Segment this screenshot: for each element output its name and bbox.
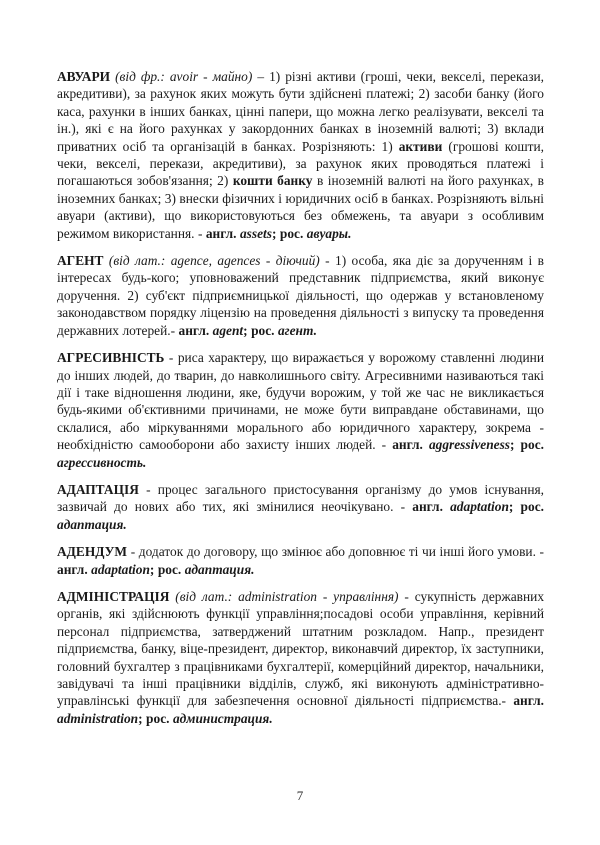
entry-russian-term: агрессивность. xyxy=(57,454,147,470)
entry-definition-part: сукупність державних органів, які здійснюють функції управління;посадові особи управління, керівний персонал підприємства, затверджений штатним розкладом. Напр., президент підприємства, банку, віце-президент, директор, виконавчий директор, їх заступники, головний бухгалтер з працівниками бухгалтерії, комерційний директор, начальники, завідувачі та інші працівники відділів, служб, які виконують адміністративно-управлінські функції для забезпечення основної діяльності підприємства.- xyxy=(57,588,545,709)
entry-term: АДМІНІСТРАЦІЯ xyxy=(57,588,170,604)
entry-english-term: administration xyxy=(57,710,139,726)
entry-dash: - xyxy=(168,350,174,366)
entry-english-term: aggressiveness xyxy=(428,437,511,453)
dictionary-entry xyxy=(57,68,544,242)
entry-dash: – xyxy=(257,69,265,84)
entry-english-term: agent xyxy=(212,322,244,338)
entry-term: АДЕНДУМ xyxy=(57,544,128,560)
entry-etymology: (від лат.: agence, agences - діючий) xyxy=(108,253,320,269)
page-number: 7 xyxy=(296,788,304,803)
entry-etymology: (від лат.: administration - управління) xyxy=(175,588,399,604)
entry-dash: - xyxy=(325,253,330,269)
entry-term: АГЕНТ xyxy=(57,253,104,269)
entry-russian-label: рос. xyxy=(279,225,304,241)
entry-term: АГРЕСИВНІСТЬ xyxy=(57,350,165,366)
entry-separator: ; xyxy=(508,499,521,515)
entry-english-label: англ. xyxy=(392,437,423,453)
dictionary-entries-container xyxy=(57,68,544,727)
entry-english-label: англ. xyxy=(205,225,237,241)
dictionary-entry xyxy=(57,481,544,533)
entry-english-term: assets xyxy=(239,225,272,241)
entry-separator: ; xyxy=(510,437,521,453)
entry-russian-term: администрация. xyxy=(172,710,273,726)
entry-definition-part: в іноземній валюті на його рахунках, в іноземних банках; 3) внески фізичних і юридичних осіб в банках. Розрізняють вільні авуари (активи), що використовуються без обмежень, та авуари з особливим режимом використання. - xyxy=(57,173,544,241)
entry-term: АВУАРИ xyxy=(57,69,111,84)
entry-english-label: англ. xyxy=(513,693,544,709)
dictionary-entry xyxy=(57,588,544,727)
entry-emphasis: активи xyxy=(398,138,443,154)
entry-definition-part: 1) різні активи (гроші, чеки, векселі, перекази, акредитиви), за рахунок яких можуть бути здійснені платежі; 2) засоби банку (його каса, рахунки в інших банках, цінні папери, що можна легко реалізувати, векселі та ін.), які є на його рахунках у закордонних банках в іноземній валюті; 3) вклади приватних осіб та організацій в банках. Розрізняють: 1) xyxy=(57,69,545,154)
dictionary-entry xyxy=(57,349,544,471)
entry-russian-label: рос. xyxy=(251,322,275,338)
entry-english-label: англ. xyxy=(57,561,88,577)
entry-english-term: adaptation xyxy=(450,499,509,515)
entry-definition-part: додаток до договору, що змінює або доповнює ті чи інші його умови. - xyxy=(135,544,544,560)
entry-english-label: англ. xyxy=(412,499,443,515)
entry-english-label: англ. xyxy=(178,322,210,338)
entry-russian-term: агент. xyxy=(277,322,317,338)
entry-definition-part: риса характеру, що виражається у ворожому ставленні людини до інших людей, до тварин, до навколишнього світу. Агресивними називаються такі дії і таке відношення людини, яке, будучи ворожим, у той же час не викликається будь-якими об'єктивними причинами, не може бути виправдане обставинами, що склалися, або міркуваннями морального або юридичного характеру, зокрема - необхідністю самооборони або захисту інших людей. - xyxy=(57,350,545,453)
entry-dash: - xyxy=(404,588,409,604)
entry-russian-term: адаптация. xyxy=(184,561,255,577)
entry-separator: ; xyxy=(243,322,252,338)
entry-definition-part: 1) особа, яка діє за дорученням і в інтересах будь-кого; уповноважений представник підприємства, який виконує доручення. 2) суб'єкт підприємницької діяльності, що одержав у встановленому законодавством порядку ліцензію на проведення діяльності з випуску та проведення державних лотерей.- xyxy=(57,253,544,338)
entry-separator: ; xyxy=(149,561,158,577)
entry-definition-part: процес загального пристосування організму до умов існування, зазвичай до нових або тих, які змінилися неочікувано. - xyxy=(57,481,544,515)
entry-russian-term: адаптация. xyxy=(57,516,127,532)
entry-separator: ; xyxy=(138,710,147,726)
entry-dash: - xyxy=(130,544,136,560)
entry-russian-label: рос. xyxy=(520,499,544,515)
entry-emphasis: кошти банку xyxy=(232,173,313,189)
entry-term: АДАПТАЦІЯ xyxy=(57,481,139,497)
entry-russian-label: рос. xyxy=(146,710,170,726)
entry-english-term: adaptation xyxy=(91,561,150,577)
dictionary-entry xyxy=(57,543,544,578)
entry-russian-label: рос. xyxy=(157,561,182,577)
entry-definition-part: (грошові кошти, чеки, векселі, перекази, акредитиви), за рахунок яких проводяться платежі і погашаються зобов'язання; 2) xyxy=(57,138,544,189)
entry-etymology: (від фр.: avoir - майно) xyxy=(115,69,253,84)
entry-russian-term: авуары. xyxy=(306,225,352,241)
entry-dash: - xyxy=(146,481,151,497)
entry-russian-label: рос. xyxy=(520,437,544,453)
dictionary-entry xyxy=(57,252,544,339)
entry-separator: ; xyxy=(271,225,280,241)
